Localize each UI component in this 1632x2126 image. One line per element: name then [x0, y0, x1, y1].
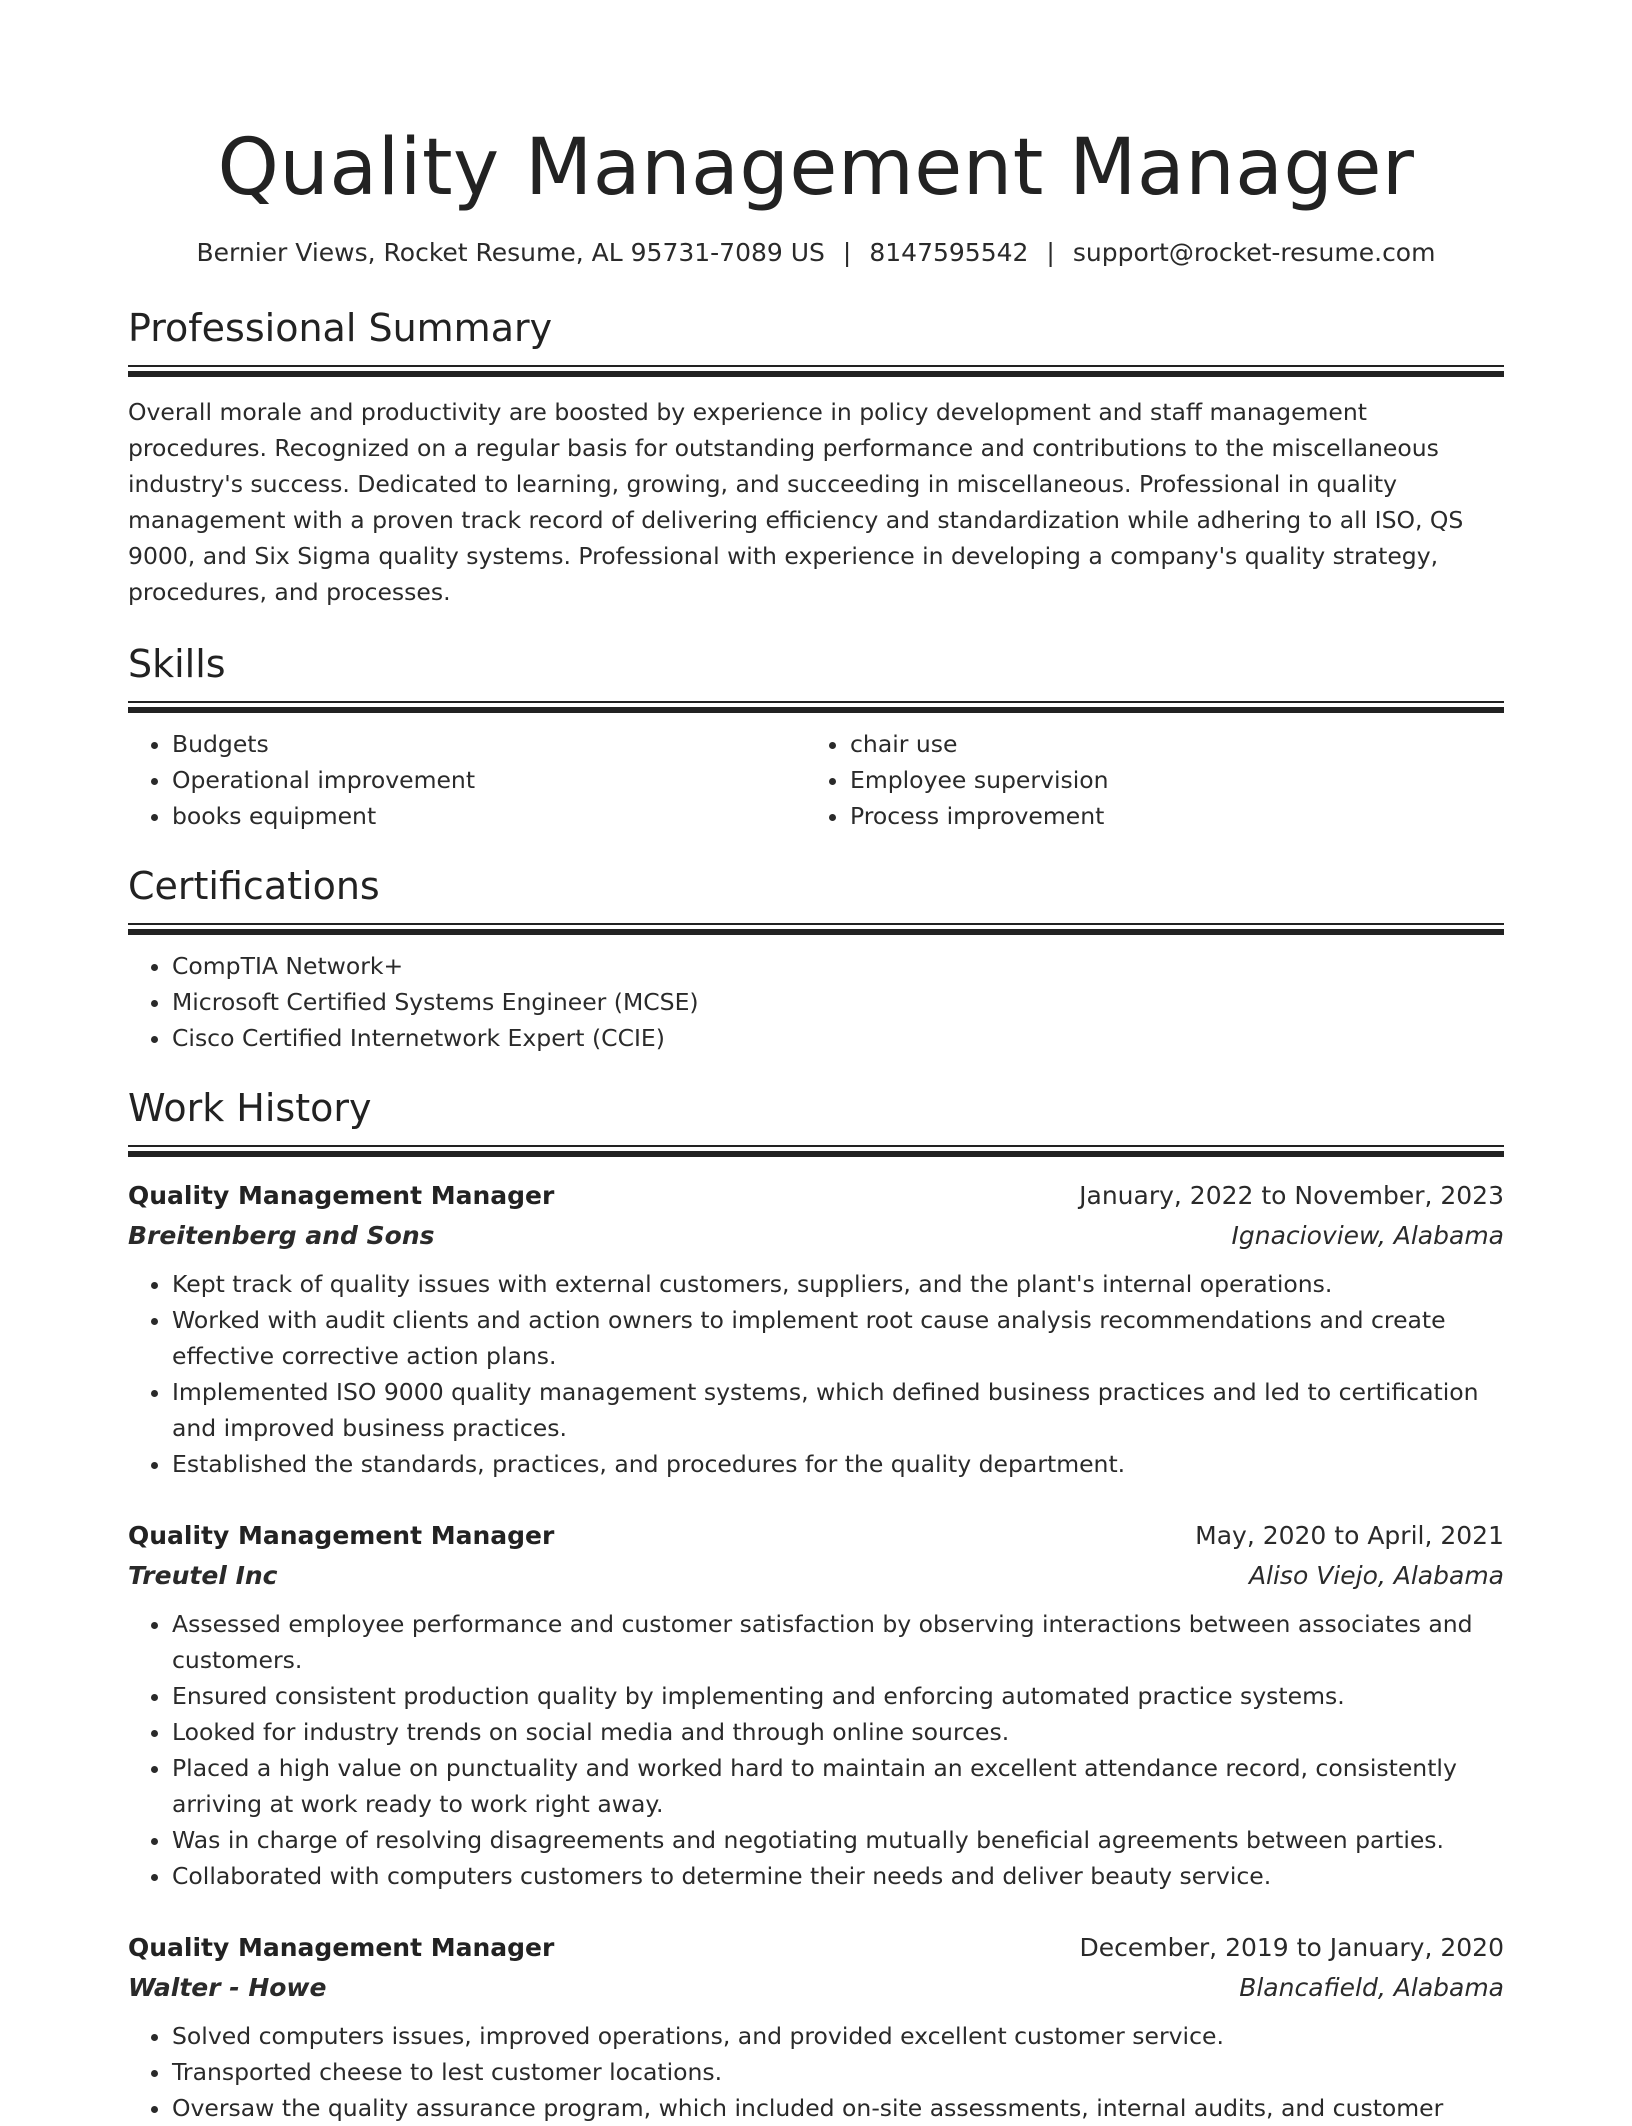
resume-page: [128, 0, 1504, 2126]
job-duty-item: • Collaborated with computers customers to determine their needs and deliver beauty service.: [172, 1858, 1504, 1894]
certifications-list: [128, 948, 1504, 1056]
skills-section: [128, 640, 1504, 834]
job-duty-item: • Established the standards, practices, and procedures for the quality department.: [172, 1446, 1504, 1482]
job-dates: December, 2019 to January, 2020: [1079, 1933, 1504, 1962]
contact-email: support@rocket-resume.com: [1072, 238, 1436, 267]
certification-item: • Cisco Certified Internetwork Expert (CCIE): [172, 1020, 1504, 1056]
skills-grid: [128, 714, 1504, 834]
job-title: Quality Management Manager: [128, 1521, 555, 1550]
job-company: Walter - Howe: [128, 1973, 327, 2002]
resume-name: Quality Management Manager: [217, 123, 1415, 213]
section-title-summary: Professional Summary: [128, 306, 553, 350]
skill-item: • Budgets: [172, 726, 806, 762]
job-location: Aliso Viejo, Alabama: [1248, 1561, 1504, 1590]
job-duty-item: • Solved computers issues, improved operations, and provided excellent customer service.: [172, 2018, 1504, 2054]
contact-line: [128, 236, 1504, 270]
job-duty-item: • Worked with audit clients and action owners to implement root cause analysis recommendations and create effective corrective action plans.: [172, 1302, 1504, 1374]
job-company: Breitenberg and Sons: [128, 1221, 435, 1250]
job-entry: [128, 1928, 1504, 2126]
contact-address: Bernier Views, Rocket Resume, AL 95731-7089 US: [196, 238, 825, 267]
work-history-section: [128, 1084, 1504, 2126]
job-title: Quality Management Manager: [128, 1933, 555, 1962]
section-divider: [128, 923, 1504, 936]
summary-text: Overall morale and productivity are boosted by experience in policy development and staff management procedures. Recognized on a regular basis for outstanding performance and contributions to the miscellaneous industry's success. Dedicated to learning, growing, and succeeding in miscellaneous. Professional in quality management with a proven track record of delivering efficiency and standardization while adhering to all ISO, QS 9000, and Six Sigma quality systems. Professional with experience in developing a company's quality strategy, procedures, and processes.: [128, 398, 1464, 606]
job-duty-item: • Placed a high value on punctuality and worked hard to maintain an excellent attendance record, consistently arriving at work ready to work right away.: [172, 1750, 1504, 1822]
job-duties: [128, 2018, 1504, 2126]
section-title-work-history: Work History: [128, 1086, 372, 1130]
job-company: Treutel Inc: [128, 1561, 278, 1590]
job-entry: [128, 1176, 1504, 1482]
section-title-skills: Skills: [128, 642, 226, 686]
contact-separator: |: [1046, 238, 1055, 267]
certification-item: • CompTIA Network+: [172, 948, 1504, 984]
job-duty-item: • Assessed employee performance and customer satisfaction by observing interactions between associates and customers.: [172, 1606, 1504, 1678]
contact-phone: 8147595542: [869, 238, 1029, 267]
skills-list-right: [806, 726, 1484, 834]
job-title: Quality Management Manager: [128, 1181, 555, 1210]
job-entry: [128, 1516, 1504, 1894]
contact-separator: |: [842, 238, 852, 267]
skill-item: • books equipment: [172, 798, 806, 834]
job-duty-item: • Was in charge of resolving disagreements and negotiating mutually beneficial agreements between parties.: [172, 1822, 1504, 1858]
job-dates: May, 2020 to April, 2021: [1195, 1521, 1504, 1550]
job-duty-item: • Transported cheese to lest customer locations.: [172, 2054, 1504, 2090]
skill-item: • Process improvement: [850, 798, 1484, 834]
job-duty-item: • Looked for industry trends on social media and through online sources.: [172, 1714, 1504, 1750]
skill-item: • chair use: [850, 726, 1484, 762]
section-divider: [128, 1145, 1504, 1158]
job-dates: January, 2022 to November, 2023: [1079, 1181, 1504, 1210]
job-duties: [128, 1266, 1504, 1482]
section-divider: [128, 701, 1504, 714]
skill-item: • Operational improvement: [172, 762, 806, 798]
skill-item: • Employee supervision: [850, 762, 1484, 798]
skills-list-left: [128, 726, 806, 834]
job-duty-item: • Ensured consistent production quality by implementing and enforcing automated practice systems.: [172, 1678, 1504, 1714]
section-title-certifications: Certifications: [128, 864, 380, 908]
job-duties: [128, 1606, 1504, 1894]
job-duty-item: • Oversaw the quality assurance program, which included on-site assessments, internal audits, and customer: [172, 2090, 1504, 2126]
certifications-section: [128, 862, 1504, 1056]
summary-section: [128, 304, 1504, 610]
certification-item: • Microsoft Certified Systems Engineer (MCSE): [172, 984, 1504, 1020]
job-duty-item: • Implemented ISO 9000 quality management systems, which defined business practices and led to certification and improved business practices.: [172, 1374, 1504, 1446]
job-duty-item: • Kept track of quality issues with external customers, suppliers, and the plant's internal operations.: [172, 1266, 1504, 1302]
job-location: Blancafield, Alabama: [1239, 1973, 1504, 2002]
job-location: Ignacioview, Alabama: [1231, 1221, 1504, 1250]
section-divider: [128, 365, 1504, 378]
